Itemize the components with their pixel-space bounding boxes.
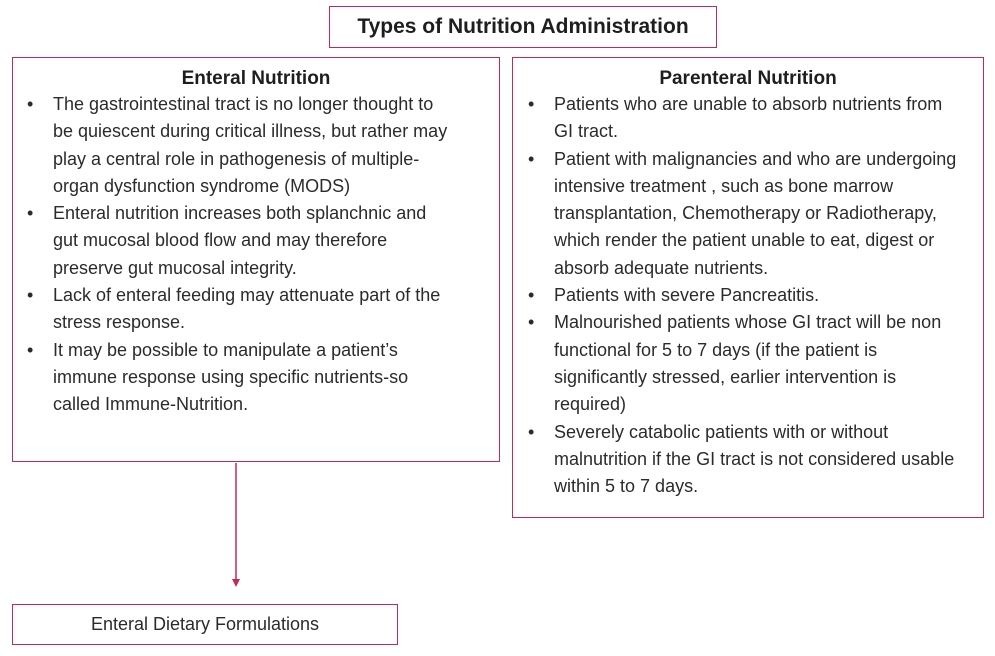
bullet-icon: • bbox=[27, 285, 34, 306]
list-item-text: Patient with malignancies and who are undergoing intensive treatment , such as bone marrow transplantation, Chemotherapy or Radiotherapy, which render the patient unable to eat, digest or absorb adequate nutrients. bbox=[554, 148, 957, 278]
list-item-text: Enteral nutrition increases both splanchnic and gut mucosal blood flow and may therefore preserve gut mucosal integrity. bbox=[53, 203, 427, 278]
list-item-text: Patients with severe Pancreatitis. bbox=[554, 285, 820, 306]
bullet-icon: • bbox=[528, 148, 535, 169]
enteral-nutrition-heading: Enteral Nutrition bbox=[181, 68, 331, 89]
list-item-text: Lack of enteral feeding may attenuate part of the stress response. bbox=[53, 285, 441, 333]
bullet-icon: • bbox=[27, 94, 34, 114]
bullet-icon: • bbox=[528, 94, 535, 114]
bullet-icon: • bbox=[528, 421, 535, 442]
enteral-dietary-formulations-box: Enteral Dietary Formulations bbox=[12, 604, 398, 645]
bullet-icon: • bbox=[528, 285, 535, 306]
list-item-text: Patients who are unable to absorb nutrients from GI tract. bbox=[554, 94, 943, 142]
bullet-icon: • bbox=[528, 312, 535, 333]
parenteral-nutrition-heading: Parenteral Nutrition bbox=[659, 68, 837, 89]
list-item-text: The gastrointestinal tract is no longer thought to be quiescent during critical illness, but rather may play a central role in pathogenesis of multiple-organ dysfunction syndrome (MODS) bbox=[53, 94, 448, 196]
diagram-title: Types of Nutrition Administration bbox=[329, 6, 717, 48]
bullet-icon: • bbox=[27, 339, 34, 360]
bullet-icon: • bbox=[27, 203, 34, 224]
arrowhead-icon bbox=[232, 579, 240, 587]
list-item-text: It may be possible to manipulate a patient’s immune response using specific nutrients-so called Immune-Nutrition. bbox=[53, 339, 409, 415]
list-item-text: Severely catabolic patients with or without malnutrition if the GI tract is not considered usable within 5 to 7 days. bbox=[554, 421, 955, 497]
list-item-text: Malnourished patients whose GI tract will be non functional for 5 to 7 days (if the patient is significantly stressed, earlier intervention is required) bbox=[554, 312, 942, 415]
